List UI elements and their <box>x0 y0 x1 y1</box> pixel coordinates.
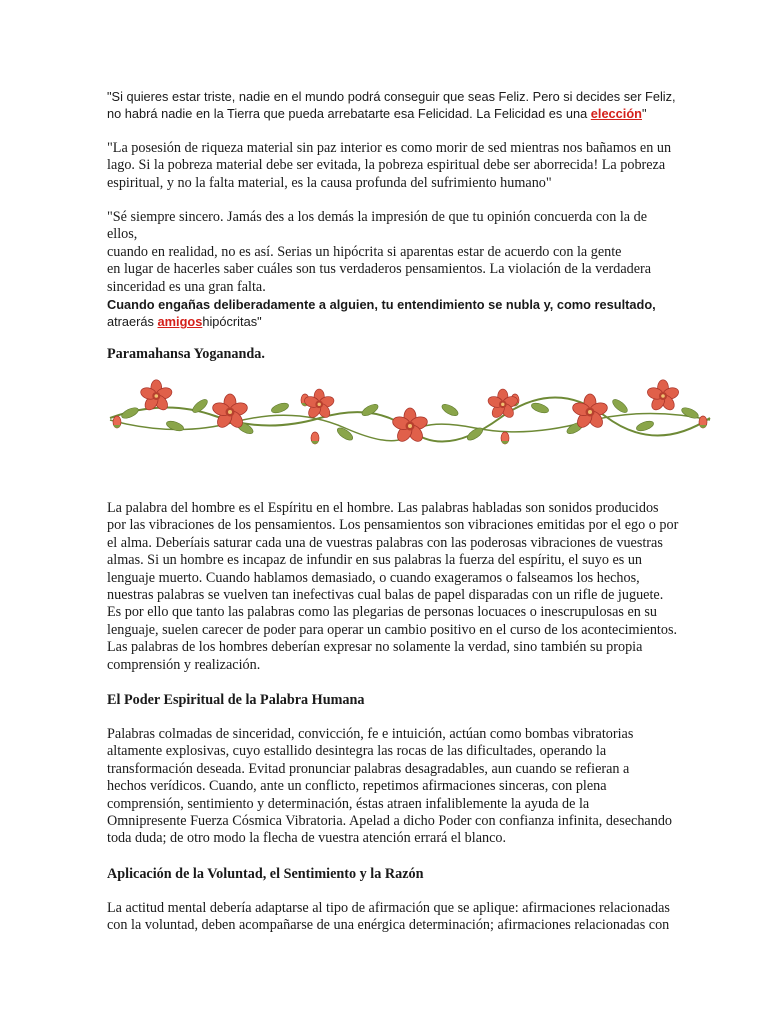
quote-3-last-line <box>107 313 667 330</box>
paragraph-1-line: Las palabras de los hombres deberían expresar no solamente la verdad, sino también su propia <box>107 639 643 656</box>
section-heading-2: Aplicación de la Voluntad, el Sentimiento y la Razón <box>107 865 424 882</box>
quote-3-last-text: atraerás <box>107 314 158 330</box>
document-page <box>107 88 679 935</box>
quote-3-line: ellos, <box>107 226 138 243</box>
paragraph-2-line: hechos verídicos. Cuando, ante un conflicto, repetimos afirmaciones sinceras, con plena <box>107 778 607 795</box>
section-heading-1: El Poder Espiritual de la Palabra Humana <box>107 691 365 708</box>
paragraph-1-line: nuestras palabras se vuelven tan inefectivas cual balas de papel disparadas con un rifle de juguete. <box>107 586 664 603</box>
author-signature: Paramahansa Yogananda. <box>107 345 265 362</box>
paragraph-1-line: almas. Si un hombre es incapaz de infundir en sus palabras la fuerza del espíritu, el suyo es un <box>107 552 643 569</box>
quote-2-line: espiritual, y no la falta material, es la causa profunda del sufrimiento humano" <box>107 174 552 191</box>
quote-3-line: cuando en realidad, no es así. Serias un hipócrita si aparentas estar de acuerdo con la gente <box>107 243 622 260</box>
paragraph-2-line: Palabras colmadas de sinceridad, convicción, fe e intuición, actúan como bombas vibratorias <box>107 725 634 742</box>
quote-1-line-1: "Si quieres estar triste, nadie en el mundo podrá conseguir que seas Feliz. Pero si decides ser Feliz, <box>107 89 676 104</box>
paragraph-2-line: Omnipresente Fuerza Cósmica Vibratoria. Apelad a dicho Poder con confianza infinita, desechando <box>107 812 673 829</box>
quote-2-line: lago. Si la pobreza material debe ser evitada, la pobreza espiritual debe ser aborrecida! La pobreza <box>107 157 666 174</box>
quote-2-line: "La posesión de riqueza material sin paz interior es como morir de sed mientras nos bañamos en un <box>107 139 672 156</box>
paragraph-1-line: lenguaje muerto. Cuando hablamos demasiado, o cuando exageramos o falseamos los hechos, <box>107 569 640 586</box>
paragraph-2-line: comprensión, sentimiento y determinación, éstas atraen infaliblemente la ayuda de la <box>107 795 590 812</box>
paragraph-1-line: el alma. Deberíais saturar cada una de vuestras palabras con las poderosas vibraciones de vuestras <box>107 534 663 551</box>
floral-vine-divider-icon <box>105 378 715 458</box>
paragraph-2-line: altamente explosivas, cuyo estallido desintegra las rocas de las dificultades, operando la <box>107 743 607 760</box>
paragraph-1-line: La palabra del hombre es el Espíritu en el hombre. Las palabras habladas son sonidos producidos <box>107 499 659 516</box>
quote-1-close: " <box>641 106 647 122</box>
eleccion-link[interactable]: elección <box>590 106 642 122</box>
paragraph-2-line: transformación deseada. Evitad pronunciar palabras desagradables, aun cuando se refieran a <box>107 760 630 777</box>
quote-3-close: hipócritas" <box>202 314 262 330</box>
paragraph-2-line: toda duda; de otro modo la flecha de vuestra atención errará el blanco. <box>107 830 507 847</box>
quote-3-line: sinceridad es una gran falta. <box>107 278 266 295</box>
paragraph-1-line: comprensión y realización. <box>107 656 261 673</box>
paragraph-3-line: con la voluntad, deben acompañarse de una enérgica determinación; afirmaciones relacionadas con <box>107 917 670 934</box>
paragraph-1-line: lenguaje, suelen carecer de poder para operar un cambio positivo en el curso de los acontecimientos. <box>107 621 678 638</box>
quote-3-line: en lugar de hacerles saber cuáles son tus verdaderos pensamientos. La violación de la verdadera <box>107 261 652 278</box>
paragraph-3-line: La actitud mental debería adaptarse al tipo de afirmación que se aplique: afirmaciones relacionadas <box>107 899 670 916</box>
amigos-link[interactable]: amigos <box>157 314 203 330</box>
quote-1-text: no habrá nadie en la Tierra que pueda arrebatarte esa Felicidad. La Felicidad es una <box>107 106 591 122</box>
quote-1-line-2 <box>107 105 667 122</box>
paragraph-1-line: por las vibraciones de los pensamientos. Los pensamientos son vibraciones emitidas por el ego o por <box>107 517 679 534</box>
quote-3-bold-line: Cuando engañas deliberadamente a alguien, tu entendimiento se nubla y, como resultado, <box>107 297 656 313</box>
quote-3-line: "Sé siempre sincero. Jamás des a los demás la impresión de que tu opinión concuerda con la de <box>107 209 648 226</box>
paragraph-1-line: Es por ello que tanto las palabras como las plegarias de personas locuaces o inescrupulosas en su <box>107 604 657 621</box>
